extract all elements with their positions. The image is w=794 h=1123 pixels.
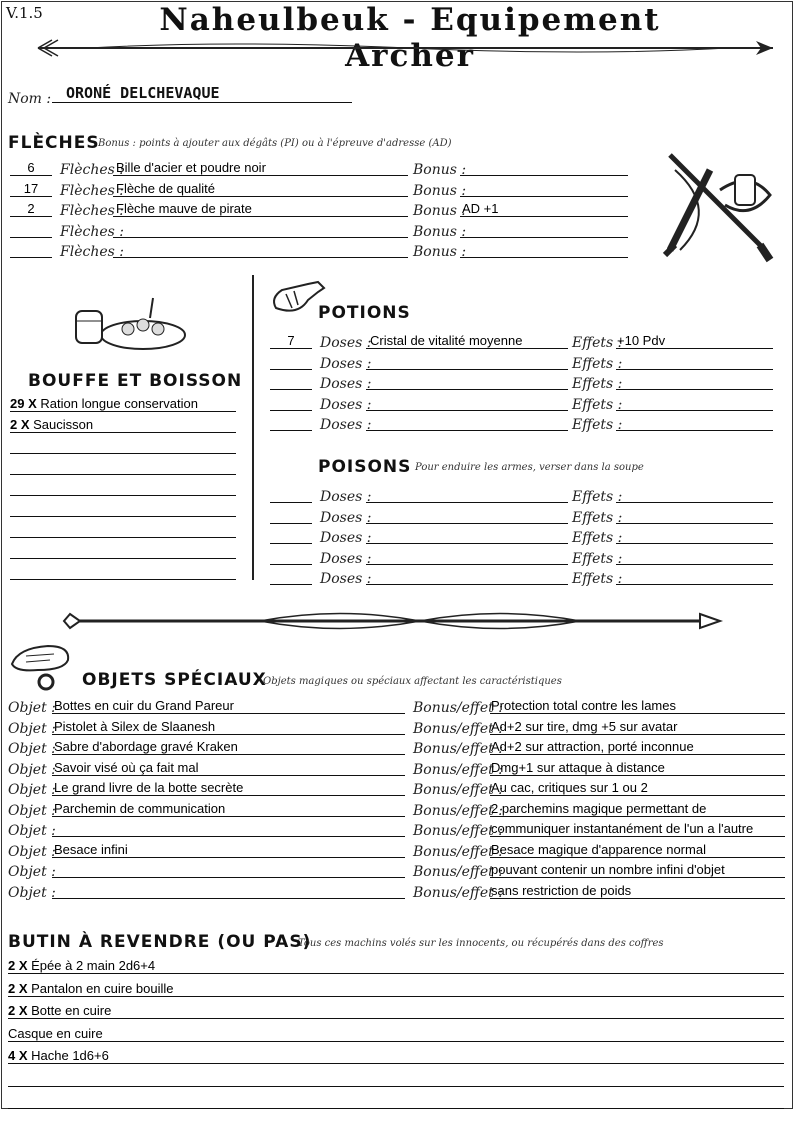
food-underline (10, 432, 236, 433)
poisons-effets-label: Effets : (572, 530, 623, 546)
object-name-underline (52, 898, 405, 899)
object-effect-field[interactable]: Au cac, critiques sur 1 ou 2 (491, 780, 648, 795)
poisons-effect-underline (616, 564, 773, 565)
loot-name: Épée à 2 main 2d6+4 (31, 958, 156, 973)
potions-qty-field[interactable]: 7 (287, 333, 295, 348)
butin-title: BUTIN À REVENDRE (OU PAS) (8, 932, 312, 952)
loot-item[interactable] (8, 1049, 109, 1063)
potions-doses-label: Doses : (320, 417, 372, 433)
potions-effect-underline (616, 389, 773, 390)
loot-qty: 2 X (8, 958, 28, 973)
arrow-qty-underline (10, 196, 52, 197)
potions-name-underline (366, 410, 568, 411)
poisons-name-underline (366, 543, 568, 544)
object-name-field[interactable]: Sabre d'abordage gravé Kraken (54, 739, 238, 754)
arrow-name-field[interactable]: Bille d'acier et poudre noir (116, 160, 266, 175)
loot-name: Pantalon en cuire bouille (31, 980, 174, 996)
potions-name-underline (366, 348, 568, 349)
object-effect-field[interactable]: 2 parchemins magique permettant de (491, 800, 707, 816)
potions-effect-underline (616, 410, 773, 411)
poisons-effets-label: Effets : (572, 489, 623, 505)
version-label: V.1.5 (6, 4, 43, 22)
loot-name: Casque en cuire (8, 1025, 103, 1041)
food-item[interactable] (10, 397, 198, 411)
arrow-bonus-label: Bonus : (413, 223, 467, 240)
object-name-underline (52, 816, 405, 817)
object-label: Objet : (8, 741, 56, 757)
object-label: Objet : (8, 843, 56, 860)
potions-qty-underline (270, 369, 312, 370)
potions-name-underline (366, 389, 568, 390)
object-effect-underline (490, 898, 785, 899)
arrow-qty-underline (10, 175, 52, 176)
food-underline (10, 474, 236, 475)
loot-underline (8, 973, 784, 974)
poisons-doses-label: Doses : (320, 530, 372, 546)
object-effect-underline (490, 775, 785, 776)
arrow-name-underline (113, 257, 408, 258)
loot-underline (8, 996, 784, 997)
food-qty: 29 X (10, 396, 37, 411)
object-bonus-label: Bonus/effet : (413, 864, 503, 880)
loot-underline (8, 1108, 784, 1109)
object-name-field[interactable]: Le grand livre de la botte secrète (54, 780, 244, 795)
object-name-field[interactable]: Parchemin de communication (54, 800, 226, 816)
object-name-field[interactable]: Savoir visé où ça fait mal (54, 759, 199, 775)
arrow-qty-field[interactable]: 2 (27, 201, 35, 216)
poisons-name-underline (366, 584, 568, 585)
objets-subtitle: Objets magiques ou spéciaux affectant les caractéristiques (263, 676, 562, 687)
object-name-underline (52, 857, 405, 858)
scroll-ring-icon (8, 642, 78, 692)
column-divider (252, 275, 254, 580)
poisons-qty-underline (270, 584, 312, 585)
poisons-doses-label: Doses : (320, 571, 372, 587)
fleches-subtitle: Bonus : points à ajouter aux dégâts (PI) ou à l'épreuve d'adresse (AD) (98, 138, 452, 149)
food-name: Ration longue conservation (40, 396, 198, 411)
poisons-title: POISONS (318, 457, 412, 477)
loot-name: Botte en cuire (31, 1003, 112, 1018)
food-bowl-icon (68, 293, 188, 355)
object-bonus-label: Bonus/effet : (413, 720, 503, 737)
potions-effect-underline (616, 430, 773, 431)
poisons-effect-underline (616, 523, 773, 524)
object-label: Objet : (8, 864, 56, 880)
object-name-field[interactable]: Bottes en cuir du Grand Pareur (54, 698, 234, 713)
object-effect-field[interactable]: Besace magique d'apparence normal (491, 841, 706, 857)
poisons-name-underline (366, 564, 568, 565)
poisons-effets-label: Effets : (572, 509, 623, 526)
potions-qty-underline (270, 410, 312, 411)
potions-doses-label: Doses : (320, 355, 372, 372)
object-effect-underline (490, 754, 785, 755)
arrow-name-field[interactable]: Flèche de qualité (116, 180, 216, 196)
food-underline (10, 495, 236, 496)
arrow-divider-icon (28, 38, 788, 58)
arrow-qty-underline (10, 216, 52, 217)
loot-item[interactable] (8, 959, 155, 973)
object-name-underline (52, 836, 405, 837)
object-effect-underline (490, 836, 785, 837)
object-name-underline (52, 775, 405, 776)
object-bonus-label: Bonus/effet : (413, 843, 503, 860)
poisons-qty-underline (270, 564, 312, 565)
arrow-label: Flèches : (60, 182, 124, 199)
loot-qty: 2 X (8, 1003, 28, 1018)
poisons-name-underline (366, 523, 568, 524)
food-item[interactable] (10, 418, 93, 432)
object-effect-field[interactable]: Dmg+1 sur attaque à distance (491, 759, 665, 775)
potions-name-field[interactable]: Cristal de vitalité moyenne (370, 333, 523, 348)
arrow-bonus-label: Bonus : (413, 162, 467, 178)
object-effect-underline (490, 857, 785, 858)
loot-name: Hache 1d6+6 (31, 1048, 109, 1063)
object-label: Objet : (8, 782, 56, 798)
food-name: Saucisson (33, 417, 94, 432)
potions-qty-underline (270, 430, 312, 431)
object-effect-field[interactable]: pouvant contenir un nombre infini d'objet (491, 862, 725, 877)
poisons-doses-label: Doses : (320, 550, 372, 567)
arrow-qty-field[interactable]: 17 (23, 180, 39, 196)
object-label: Objet : (8, 823, 56, 839)
arrow-bonus-underline (460, 175, 628, 176)
food-underline (10, 411, 236, 412)
food-underline (10, 579, 236, 580)
arrow-bonus-underline (460, 216, 628, 217)
arrow-name-underline (113, 196, 408, 197)
name-field[interactable]: ORONÉ DELCHEVAQUE (66, 84, 220, 102)
potions-effets-label: Effets : (572, 396, 623, 413)
object-effect-underline (490, 795, 785, 796)
poisons-qty-underline (270, 502, 312, 503)
object-name-underline (52, 754, 405, 755)
loot-qty: 2 X (8, 980, 28, 996)
loot-item[interactable] (8, 1027, 103, 1041)
potions-effets-label: Effets : (572, 335, 623, 351)
object-name-underline (52, 713, 405, 714)
crossed-weapons-icon (660, 150, 780, 265)
arrow-bonus-field[interactable]: AD +1 (462, 201, 499, 216)
food-qty: 2 X (10, 417, 30, 432)
arrow-bonus-label: Bonus : (413, 244, 467, 260)
object-name-underline (52, 795, 405, 796)
object-effect-field[interactable]: Ad+2 sur tire, dmg +5 sur avatar (491, 718, 678, 734)
object-effect-field[interactable]: Protection total contre les lames (491, 698, 676, 713)
arrow-name-underline (113, 175, 408, 176)
poisons-doses-label: Doses : (320, 489, 372, 505)
object-effect-underline (490, 713, 785, 714)
staff-divider-icon (60, 606, 730, 636)
poisons-effets-label: Effets : (572, 571, 623, 587)
arrow-label: Flèches : (60, 244, 124, 260)
potions-doses-label: Doses : (320, 335, 372, 351)
object-label: Objet : (8, 761, 56, 778)
potions-title: POTIONS (318, 303, 411, 323)
object-name-underline (52, 877, 405, 878)
potions-doses-label: Doses : (320, 376, 372, 392)
object-effect-field[interactable]: Ad+2 sur attraction, porté inconnue (491, 739, 694, 754)
object-effect-field[interactable]: sans restriction de poids (491, 882, 632, 898)
arrow-label: Flèches : (60, 162, 124, 178)
arrow-qty-field[interactable]: 6 (27, 160, 35, 175)
object-label: Objet : (8, 700, 56, 716)
name-label: Nom : (8, 91, 52, 107)
arrow-name-field[interactable]: Flèche mauve de pirate (116, 201, 252, 216)
object-effect-underline (490, 816, 785, 817)
object-effect-underline (490, 734, 785, 735)
potions-effect-underline (616, 369, 773, 370)
butin-subtitle: Tous ces machins volés sur les innocents, ou récupérés dans des coffres (298, 938, 664, 949)
object-bonus-label: Bonus/effet : (413, 884, 503, 901)
object-effect-field[interactable]: communiquer instantanément de l'un a l'autre (491, 821, 754, 836)
loot-qty: 4 X (8, 1048, 28, 1063)
poisons-qty-underline (270, 543, 312, 544)
loot-underline (8, 1018, 784, 1019)
object-effect-underline (490, 877, 785, 878)
loot-underline (8, 1041, 784, 1042)
food-underline (10, 558, 236, 559)
loot-underline (8, 1086, 784, 1087)
potions-name-underline (366, 369, 568, 370)
object-label: Objet : (8, 720, 56, 737)
poisons-effect-underline (616, 543, 773, 544)
arrow-bonus-underline (460, 257, 628, 258)
arrow-bonus-label: Bonus : (413, 182, 467, 199)
potions-qty-underline (270, 389, 312, 390)
loot-item[interactable] (8, 1004, 111, 1018)
loot-underline (8, 1063, 784, 1064)
object-bonus-label: Bonus/effet : (413, 741, 503, 757)
arrow-qty-underline (10, 257, 52, 258)
poisons-effets-label: Effets : (572, 550, 623, 567)
object-name-field[interactable]: Besace infini (54, 841, 128, 857)
arrow-bonus-label: Bonus : (413, 203, 467, 219)
potions-qty-underline (270, 348, 312, 349)
page-title: Naheulbeuk - Equipement Archer (159, 2, 661, 74)
loot-item[interactable] (8, 982, 174, 996)
food-underline (10, 516, 236, 517)
poisons-qty-underline (270, 523, 312, 524)
poisons-effect-underline (616, 584, 773, 585)
food-underline (10, 537, 236, 538)
arrow-qty-underline (10, 237, 52, 238)
bouffe-title: BOUFFE ET BOISSON (28, 371, 243, 391)
object-bonus-label: Bonus/effet : (413, 761, 503, 778)
food-underline (10, 453, 236, 454)
potions-effets-label: Effets : (572, 376, 623, 392)
name-underline (52, 102, 352, 103)
object-bonus-label: Bonus/effet : (413, 700, 503, 716)
poisons-subtitle: Pour enduire les armes, verser dans la soupe (415, 462, 644, 473)
arrow-label: Flèches : (60, 223, 124, 240)
object-label: Objet : (8, 884, 56, 901)
potions-effect-field[interactable]: +10 Pdv (617, 333, 666, 348)
arrow-bonus-underline (460, 196, 628, 197)
arrow-bonus-underline (460, 237, 628, 238)
potions-effect-underline (616, 348, 773, 349)
poisons-name-underline (366, 502, 568, 503)
object-label: Objet : (8, 802, 56, 819)
arrow-name-underline (113, 237, 408, 238)
potions-effets-label: Effets : (572, 417, 623, 433)
potions-doses-label: Doses : (320, 396, 372, 413)
objets-title: OBJETS SPÉCIAUX (82, 670, 267, 690)
poisons-effect-underline (616, 502, 773, 503)
object-bonus-label: Bonus/effet : (413, 782, 503, 798)
object-name-field[interactable]: Pistolet à Silex de Slaanesh (54, 718, 216, 734)
poisons-doses-label: Doses : (320, 509, 372, 526)
potions-name-underline (366, 430, 568, 431)
object-name-underline (52, 734, 405, 735)
fleches-title: FLÈCHES (8, 133, 100, 153)
object-bonus-label: Bonus/effet : (413, 802, 503, 819)
arrow-label: Flèches : (60, 203, 124, 219)
potions-effets-label: Effets : (572, 355, 623, 372)
object-bonus-label: Bonus/effet : (413, 823, 503, 839)
arrow-name-underline (113, 216, 408, 217)
